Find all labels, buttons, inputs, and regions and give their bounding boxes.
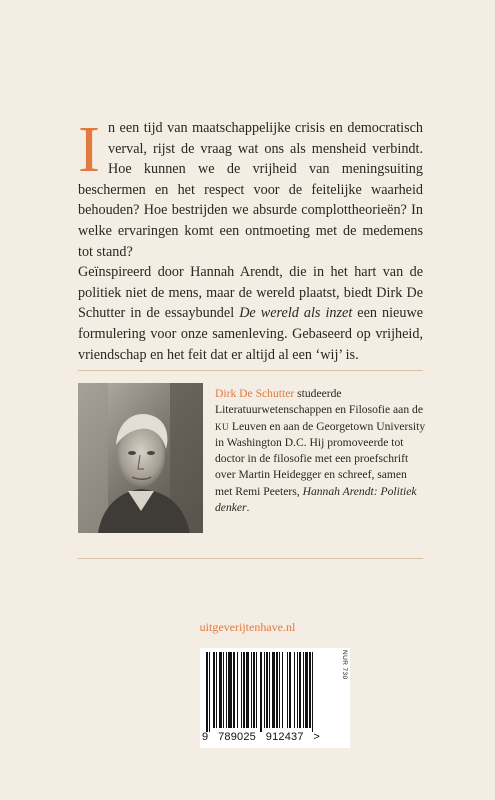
blurb-paragraph-1 xyxy=(78,113,423,262)
barcode-bar xyxy=(269,652,270,728)
barcode-bar xyxy=(289,652,291,728)
barcode-bar xyxy=(228,652,232,728)
bio-book-title: Hannah Arendt: Politiek denker xyxy=(215,484,417,515)
barcode-bar xyxy=(233,652,235,728)
barcode-bar xyxy=(294,652,295,728)
barcode-bar xyxy=(272,652,275,728)
barcode-bar xyxy=(299,652,301,728)
barcode-bar xyxy=(266,652,268,728)
divider-bottom xyxy=(78,558,423,559)
barcode-bar xyxy=(206,652,208,732)
blurb xyxy=(78,113,423,365)
barcode-bar xyxy=(256,652,257,728)
barcode-bar xyxy=(209,652,210,732)
book-title: De wereld als inzet xyxy=(239,305,353,322)
barcode-bar xyxy=(305,652,308,728)
barcode-bar xyxy=(297,652,298,728)
nur-code: NUR 730 xyxy=(341,650,348,680)
author-photo xyxy=(78,383,203,533)
bio-text-1: studeerde Literatuurwetenschappen en Filosofie aan de xyxy=(215,387,423,417)
barcode-bar xyxy=(246,652,249,728)
drop-cap: I xyxy=(78,113,100,186)
barcode-bar xyxy=(312,652,313,732)
barcode-bar xyxy=(264,652,265,728)
barcode-bar xyxy=(237,652,238,728)
bio-ku: KU xyxy=(215,421,229,432)
barcode-bar xyxy=(219,652,222,728)
divider-top xyxy=(78,370,423,371)
blurb-paragraph-2-start: Geïnspireerd door Hannah Arendt, die in het hart van de politiek niet de mens, maar de wereld plaatst, biedt Dirk De Schutter in de essaybundel xyxy=(78,264,423,322)
barcode-bar xyxy=(216,652,217,728)
barcode-bar xyxy=(223,652,224,728)
bio-text-2: Leuven en aan de Georgetown University in Washington D.C. Hij promoveerde tot doctor in de filosofie met een proefschrift over Martin Heidegger en schreef, samen met Remi Peeters, xyxy=(215,419,426,498)
barcode-bar xyxy=(241,652,242,728)
barcode-bar xyxy=(303,652,304,728)
barcode-bar xyxy=(251,652,252,728)
author-name: Dirk De Schutter xyxy=(215,387,295,400)
barcode-bars xyxy=(200,648,350,732)
barcode-bar xyxy=(287,652,288,728)
barcode-bar xyxy=(226,652,227,728)
barcode-bar xyxy=(276,652,278,728)
barcode-bar xyxy=(213,652,215,728)
blurb-paragraph-2 xyxy=(78,262,423,365)
bio-end: . xyxy=(246,501,250,515)
blurb-paragraph-2-end: een nieuwe formulering voor onze samenleving. Gebaseerd op vrijheid, vriendschap en het feit dat er altijd al een ‘wij’ is. xyxy=(78,305,423,363)
blurb-paragraph-1-text: n een tijd van maatschappelijke crisis en democratisch verval, rijst de vraag wat ons als mensheid verbindt. Hoe kunnen we de vrijheid van meningsuiting beschermen en het respect voor de feitelijke waarheid behouden? Hoe bestrijden we absurde complottheorieën? In welke ervaringen komt een ontmoeting met de medemens tot stand? xyxy=(78,120,423,260)
barcode-bar xyxy=(243,652,245,728)
barcode-bar xyxy=(253,652,255,728)
barcode-bar xyxy=(279,652,280,728)
barcode-bar xyxy=(282,652,283,728)
publisher-website[interactable]: uitgeverijtenhave.nl xyxy=(199,620,296,634)
author-bio xyxy=(215,386,427,516)
isbn-number: 9 789025 912437 > xyxy=(202,731,321,743)
barcode-bar xyxy=(260,652,262,732)
barcode-bar xyxy=(309,652,311,728)
